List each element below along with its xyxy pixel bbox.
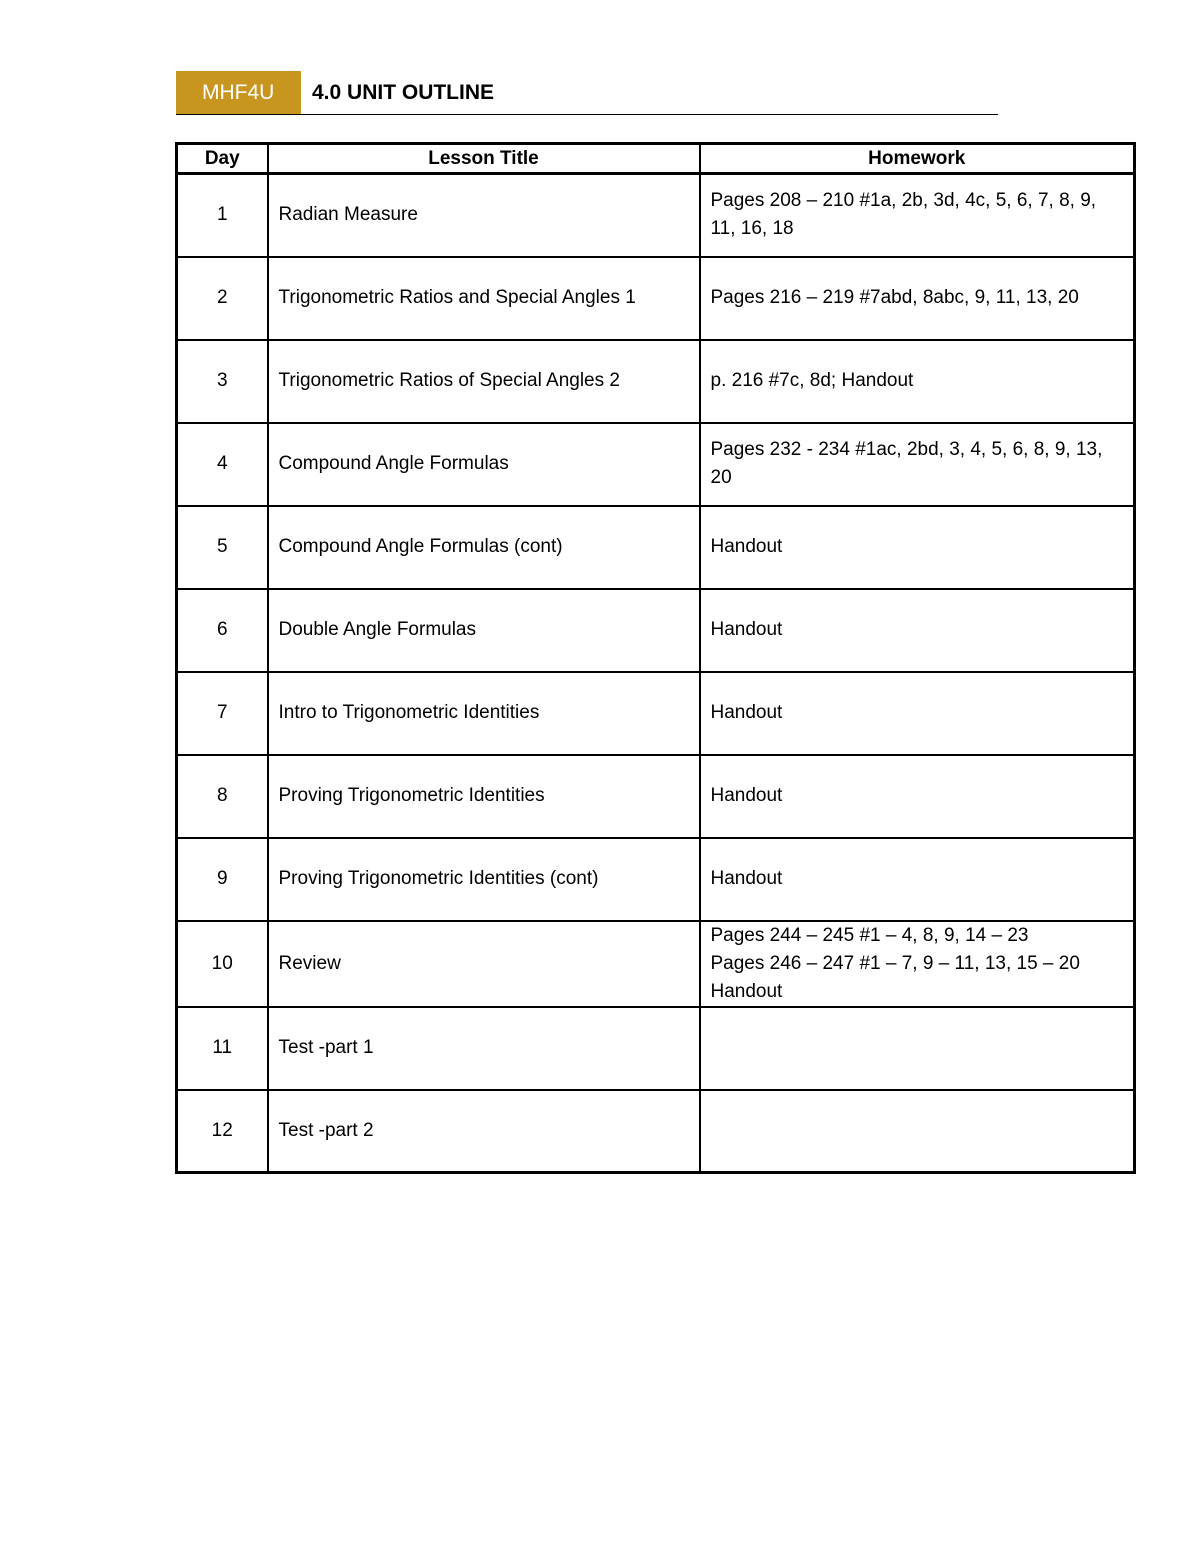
homework-cell: Handout <box>700 838 1135 921</box>
day-cell: 4 <box>177 423 268 506</box>
table-row <box>177 340 1135 423</box>
table-header-row <box>177 144 1135 174</box>
unit-outline-table <box>175 142 1136 1174</box>
day-cell: 2 <box>177 257 268 340</box>
day-cell: 10 <box>177 921 268 1007</box>
homework-cell: Handout <box>700 672 1135 755</box>
homework-line: Pages 246 – 247 #1 – 7, 9 – 11, 13, 15 – 20 <box>710 952 1080 974</box>
day-cell: 11 <box>177 1007 268 1090</box>
homework-cell <box>700 1007 1135 1090</box>
lesson-cell: Test -part 1 <box>268 1007 700 1090</box>
table-row <box>177 838 1135 921</box>
table-row <box>177 423 1135 506</box>
day-cell: 12 <box>177 1090 268 1173</box>
day-cell: 5 <box>177 506 268 589</box>
homework-cell <box>700 1090 1135 1173</box>
document-header <box>176 71 998 115</box>
homework-cell: Pages 232 - 234 #1ac, 2bd, 3, 4, 5, 6, 8, 9, 13, 20 <box>700 423 1135 506</box>
table-row <box>177 174 1135 257</box>
table-row <box>177 257 1135 340</box>
lesson-cell: Radian Measure <box>268 174 700 257</box>
table-row <box>177 672 1135 755</box>
day-cell: 7 <box>177 672 268 755</box>
lesson-cell: Proving Trigonometric Identities (cont) <box>268 838 700 921</box>
table-row <box>177 921 1135 1007</box>
homework-cell: p. 216 #7c, 8d; Handout <box>700 340 1135 423</box>
lesson-cell: Intro to Trigonometric Identities <box>268 672 700 755</box>
table-row <box>177 589 1135 672</box>
lesson-cell: Double Angle Formulas <box>268 589 700 672</box>
lesson-cell: Test -part 2 <box>268 1090 700 1173</box>
column-header-day: Day <box>177 144 268 174</box>
column-header-homework: Homework <box>700 144 1135 174</box>
homework-cell: Handout <box>700 755 1135 838</box>
homework-cell <box>700 921 1135 1007</box>
homework-cell: Pages 216 – 219 #7abd, 8abc, 9, 11, 13, 20 <box>700 257 1135 340</box>
day-cell: 6 <box>177 589 268 672</box>
table-row <box>177 1007 1135 1090</box>
homework-cell: Handout <box>700 589 1135 672</box>
unit-title: 4.0 UNIT OUTLINE <box>312 81 495 104</box>
day-cell: 8 <box>177 755 268 838</box>
day-cell: 3 <box>177 340 268 423</box>
table-row <box>177 506 1135 589</box>
column-header-lesson-title: Lesson Title <box>268 144 700 174</box>
homework-line: Pages 244 – 245 #1 – 4, 8, 9, 14 – 23 <box>710 924 1029 946</box>
table-row <box>177 755 1135 838</box>
homework-cell: Pages 208 – 210 #1a, 2b, 3d, 4c, 5, 6, 7, 8, 9, 11, 16, 18 <box>700 174 1135 257</box>
homework-line: Handout <box>710 980 783 1002</box>
table-row <box>177 1090 1135 1173</box>
homework-cell: Handout <box>700 506 1135 589</box>
day-cell: 1 <box>177 174 268 257</box>
lesson-cell: Trigonometric Ratios of Special Angles 2 <box>268 340 700 423</box>
day-cell: 9 <box>177 838 268 921</box>
lesson-cell: Proving Trigonometric Identities <box>268 755 700 838</box>
lesson-cell: Compound Angle Formulas <box>268 423 700 506</box>
lesson-cell: Review <box>268 921 700 1007</box>
lesson-cell: Trigonometric Ratios and Special Angles 1 <box>268 257 700 340</box>
course-code-badge: MHF4U <box>176 71 301 114</box>
lesson-cell: Compound Angle Formulas (cont) <box>268 506 700 589</box>
